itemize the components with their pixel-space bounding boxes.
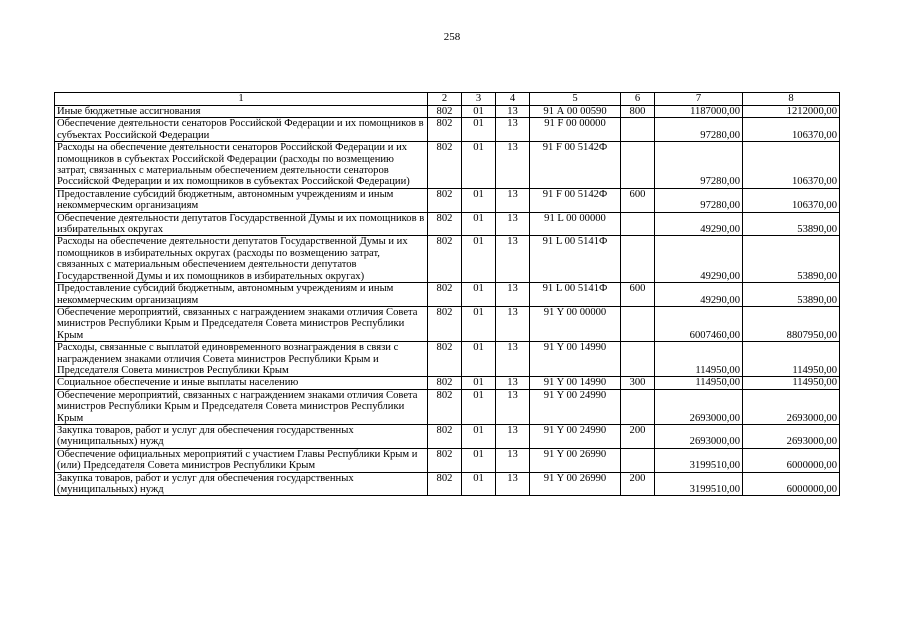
cell-text: 91 Y 00 14990 [543,342,607,354]
target-article-cell [530,118,621,142]
target-article-cell [530,389,621,424]
cell-text: 13 [507,188,518,200]
amount-year1-cell [655,106,743,118]
expense-type-cell [621,306,655,341]
cell-text: Обеспечение мероприятий, связанных с награждением знаками отличия Совета министров Республики Крым и Председателя Совета министров Республики Крым [57,306,418,341]
cell-text: 13 [507,212,518,224]
cell-text: 13 [507,236,518,248]
cell-text: 13 [507,389,518,401]
cell-text: 600 [629,283,646,295]
cell-text: 106370,00 [791,129,837,141]
cell-text: 97280,00 [700,129,740,141]
cell-text: 800 [629,106,646,117]
cell-text: Расходы на обеспечение деятельности депутатов Государственной Думы и их помощников в избирательных округах (расходы по возмещению затрат, связанных с материальным обеспечением деятельности депутатов Государственной Думы и их помощников в избирательных округах) [57,236,408,282]
ministry-code-cell [428,389,462,424]
cell-text: 802 [436,448,453,460]
table-row [55,306,840,341]
table-row [55,118,840,142]
item-name-cell [55,389,428,424]
cell-text: 13 [507,377,518,389]
cell-text: 01 [473,472,484,484]
cell-text: 802 [436,389,453,401]
subsection-cell [496,306,530,341]
cell-text: 91 L 00 00000 [544,212,606,224]
header-cell: 1 [55,93,428,106]
amount-year2-cell [743,342,840,377]
table-row [55,342,840,377]
amount-year1-cell [655,188,743,212]
amount-year1-cell [655,472,743,496]
cell-text: 114950,00 [695,364,740,376]
amount-year2-cell [743,448,840,472]
section-cell [462,377,496,389]
target-article-cell [530,142,621,189]
amount-year1-cell [655,448,743,472]
cell-text: 802 [436,306,453,318]
table-row [55,188,840,212]
item-name-cell [55,377,428,389]
amount-year2-cell [743,118,840,142]
cell-text: 13 [507,306,518,318]
ministry-code-cell [428,212,462,236]
cell-text: 53890,00 [797,224,837,236]
cell-text: 802 [436,377,453,389]
amount-year1-cell [655,118,743,142]
ministry-code-cell [428,424,462,448]
cell-text: 802 [436,106,453,117]
section-cell [462,212,496,236]
item-name-cell [55,236,428,283]
target-article-cell [530,283,621,307]
cell-text: 1187000,00 [690,106,740,117]
cell-text: Закупка товаров, работ и услуг для обеспечения государственных (муниципальных) нужд [57,472,354,495]
amount-year1-cell [655,142,743,189]
table-row [55,448,840,472]
subsection-cell [496,236,530,283]
ministry-code-cell [428,448,462,472]
section-cell [462,342,496,377]
cell-text: 01 [473,424,484,436]
table-row [55,377,840,389]
cell-text: 91 L 00 5141Ф [542,283,608,295]
ministry-code-cell [428,472,462,496]
expense-type-cell [621,118,655,142]
cell-text: 1212000,00 [786,106,837,117]
cell-text: 106370,00 [791,176,837,188]
amount-year2-cell [743,212,840,236]
cell-text: 300 [629,377,646,389]
cell-text: 01 [473,283,484,295]
target-article-cell [530,106,621,118]
cell-text: 97280,00 [700,176,740,188]
amount-year2-cell [743,106,840,118]
cell-text: 802 [436,188,453,200]
cell-text: 13 [507,472,518,484]
cell-text: Обеспечение деятельности сенаторов Российской Федерации и их помощников в субъектах Российской Федерации [57,118,424,141]
ministry-code-cell [428,342,462,377]
expense-type-cell [621,236,655,283]
amount-year2-cell [743,236,840,283]
amount-year1-cell [655,236,743,283]
amount-year2-cell [743,283,840,307]
amount-year1-cell [655,424,743,448]
subsection-cell [496,342,530,377]
cell-text: 91 А 00 00590 [543,106,607,117]
cell-text: 91 Y 00 00000 [543,306,607,318]
cell-text: 01 [473,188,484,200]
amount-year2-cell [743,188,840,212]
section-cell [462,306,496,341]
cell-text: 114950,00 [792,364,837,376]
item-name-cell [55,342,428,377]
subsection-cell [496,212,530,236]
section-cell [462,283,496,307]
target-article-cell [530,448,621,472]
cell-text: 49290,00 [700,294,740,306]
amount-year1-cell [655,306,743,341]
cell-text: 200 [629,472,646,484]
section-cell [462,142,496,189]
ministry-code-cell [428,142,462,189]
header-cell: 7 [655,93,743,106]
target-article-cell [530,236,621,283]
amount-year2-cell [743,306,840,341]
table-body [55,106,840,496]
cell-text: 2693000,00 [786,436,837,448]
cell-text: 802 [436,342,453,354]
table-row [55,212,840,236]
item-name-cell [55,472,428,496]
header-cell: 2 [428,93,462,106]
cell-text: 114950,00 [695,377,740,389]
cell-text: 91 F 00 5142Ф [542,188,608,200]
item-name-cell [55,424,428,448]
cell-text: 13 [507,342,518,354]
section-cell [462,236,496,283]
cell-text: 802 [436,236,453,248]
cell-text: 2693000,00 [689,436,740,448]
expense-type-cell [621,188,655,212]
cell-text: 01 [473,342,484,354]
target-article-cell [530,188,621,212]
cell-text: Расходы, связанные с выплатой единовременного вознаграждения в связи с награждением знаками отличия Совета министров Республики Крым и Председателя Совета министров Республики Крым [57,342,399,376]
cell-text: 6000000,00 [786,460,837,472]
cell-text: 53890,00 [797,270,837,282]
cell-text: 49290,00 [700,270,740,282]
ministry-code-cell [428,236,462,283]
table-row [55,472,840,496]
cell-text: 6007460,00 [689,329,740,341]
target-article-cell [530,472,621,496]
expense-type-cell [621,377,655,389]
target-article-cell [530,212,621,236]
amount-year2-cell [743,472,840,496]
cell-text: 01 [473,118,484,130]
cell-text: 49290,00 [700,224,740,236]
header-cell: 8 [743,93,840,106]
amount-year2-cell [743,424,840,448]
cell-text: Иные бюджетные ассигнования [57,106,201,117]
cell-text: 3199510,00 [689,484,740,495]
cell-text: 106370,00 [791,200,837,212]
amount-year1-cell [655,377,743,389]
subsection-cell [496,283,530,307]
target-article-cell [530,306,621,341]
amount-year2-cell [743,377,840,389]
cell-text: 91 Y 00 24990 [543,424,607,436]
cell-text: 91 F 00 5142Ф [542,142,608,154]
item-name-cell [55,212,428,236]
cell-text: 802 [436,283,453,295]
cell-text: 01 [473,377,484,389]
cell-text: Обеспечение деятельности депутатов Государственной Думы и их помощников в избирательных округах [57,212,425,236]
cell-text: 97280,00 [700,200,740,212]
cell-text: Обеспечение официальных мероприятий с участием Главы Республики Крым и (или) Председателя Совета министров Республики Крым [57,448,418,472]
subsection-cell [496,448,530,472]
cell-text: 802 [436,142,453,154]
expense-type-cell [621,472,655,496]
amount-year1-cell [655,212,743,236]
table-row [55,142,840,189]
expense-type-cell [621,389,655,424]
header-cell: 6 [621,93,655,106]
cell-text: 802 [436,424,453,436]
ministry-code-cell [428,118,462,142]
item-name-cell [55,142,428,189]
cell-text: Предоставление субсидий бюджетным, автономным учреждениям и иным некоммерческим организациям [57,188,394,212]
cell-text: 13 [507,448,518,460]
page-number: 258 [443,31,461,43]
expense-type-cell [621,424,655,448]
amount-year1-cell [655,283,743,307]
section-cell [462,118,496,142]
table-row [55,236,840,283]
expense-type-cell [621,212,655,236]
cell-text: 91 Y 00 26990 [543,472,607,484]
ministry-code-cell [428,377,462,389]
table-row [55,283,840,307]
target-article-cell [530,342,621,377]
section-cell [462,106,496,118]
subsection-cell [496,188,530,212]
cell-text: 8807950,00 [786,329,837,341]
cell-text: 13 [507,424,518,436]
cell-text: Закупка товаров, работ и услуг для обеспечения государственных (муниципальных) нужд [57,424,354,448]
section-cell [462,472,496,496]
cell-text: Обеспечение мероприятий, связанных с награждением знаками отличия Совета министров Республики Крым и Председателя Совета министров Республики Крым [57,389,418,424]
expense-type-cell [621,283,655,307]
item-name-cell [55,106,428,118]
expense-type-cell [621,106,655,118]
cell-text: 13 [507,118,518,130]
cell-text: 13 [507,283,518,295]
item-name-cell [55,283,428,307]
section-cell [462,424,496,448]
ministry-code-cell [428,188,462,212]
header-cell: 5 [530,93,621,106]
cell-text: 802 [436,212,453,224]
cell-text: 91 L 00 5141Ф [542,236,608,248]
cell-text: 91 Y 00 26990 [543,448,607,460]
table-row [55,424,840,448]
budget-table [54,92,840,496]
expense-type-cell [621,342,655,377]
cell-text: 01 [473,389,484,401]
item-name-cell [55,448,428,472]
subsection-cell [496,377,530,389]
header-cell: 3 [462,93,496,106]
amount-year2-cell [743,389,840,424]
cell-text: 53890,00 [797,294,837,306]
item-name-cell [55,188,428,212]
target-article-cell [530,377,621,389]
amount-year2-cell [743,142,840,189]
cell-text: 802 [436,118,453,130]
cell-text: 01 [473,106,484,117]
section-cell [462,389,496,424]
cell-text: 114950,00 [792,377,837,389]
subsection-cell [496,142,530,189]
target-article-cell [530,424,621,448]
cell-text: 01 [473,306,484,318]
cell-text: 13 [507,142,518,154]
cell-text: 2693000,00 [786,412,837,424]
cell-text: 802 [436,472,453,484]
header-cell: 4 [496,93,530,106]
item-name-cell [55,118,428,142]
table-header-row [55,93,840,106]
cell-text: 91 Y 00 24990 [543,389,607,401]
ministry-code-cell [428,106,462,118]
cell-text: 91 Y 00 14990 [543,377,607,389]
cell-text: Расходы на обеспечение деятельности сенаторов Российской Федерации и их помощников в субъектах Российской Федерации (расходы по возмещению затрат, связанных с материальным обеспечением деятельности сенаторов Российской Федерации и их помощников в субъектах Российской Федерации) [57,142,410,188]
cell-text: 01 [473,236,484,248]
item-name-cell [55,306,428,341]
cell-text: 01 [473,448,484,460]
cell-text: 6000000,00 [786,484,837,495]
cell-text: 91 F 00 00000 [544,118,606,130]
cell-text: 01 [473,212,484,224]
cell-text: 3199510,00 [689,460,740,472]
subsection-cell [496,389,530,424]
subsection-cell [496,106,530,118]
cell-text: 01 [473,142,484,154]
subsection-cell [496,118,530,142]
cell-text: 13 [507,106,518,117]
ministry-code-cell [428,283,462,307]
cell-text: 200 [629,424,646,436]
cell-text: 600 [629,188,646,200]
cell-text: 2693000,00 [689,412,740,424]
expense-type-cell [621,142,655,189]
subsection-cell [496,472,530,496]
ministry-code-cell [428,306,462,341]
amount-year1-cell [655,342,743,377]
table-row [55,106,840,118]
amount-year1-cell [655,389,743,424]
table-row [55,389,840,424]
subsection-cell [496,424,530,448]
section-cell [462,188,496,212]
cell-text: Предоставление субсидий бюджетным, автономным учреждениям и иным некоммерческим организациям [57,283,394,306]
cell-text: Социальное обеспечение и иные выплаты населению [57,377,299,389]
section-cell [462,448,496,472]
expense-type-cell [621,448,655,472]
